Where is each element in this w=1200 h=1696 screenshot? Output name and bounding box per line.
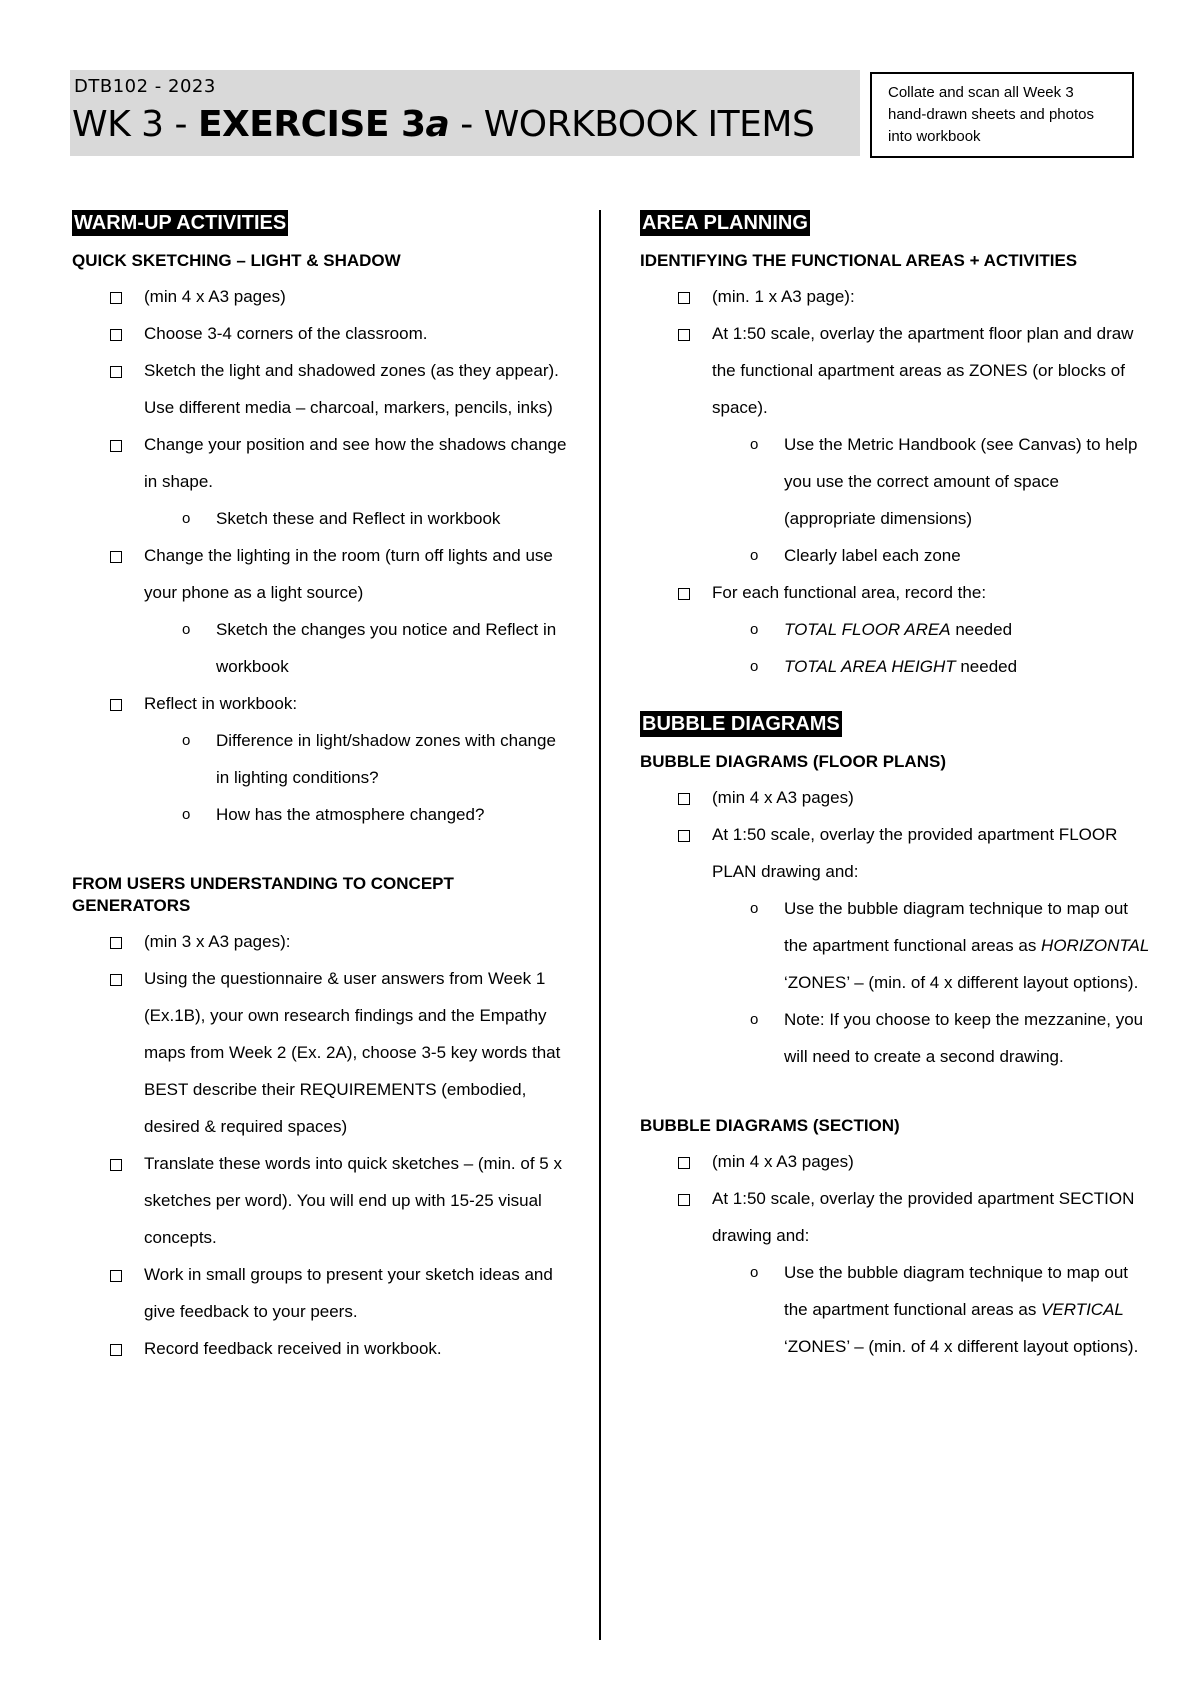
- left-column: [72, 210, 572, 1367]
- list-item: At 1:50 scale, overlay the provided apartment FLOOR PLAN drawing and: o Use the bubble diagram technique to map out the apartment functional areas as HORIZONTAL ‘ZONES’ – (min. of 4 x different layout options). o Note: If you choose to keep the mezzanine, you will need to create a second drawing.: [678, 816, 1150, 1075]
- column-divider: [599, 210, 601, 1640]
- sub-item: o Use the Metric Handbook (see Canvas) to help you use the correct amount of space (appropriate dimensions): [750, 426, 1150, 537]
- list-item: Change your position and see how the shadows change in shape. o Sketch these and Reflect in workbook: [110, 426, 572, 537]
- sub-item: o How has the atmosphere changed?: [182, 796, 572, 833]
- sub-item: o Sketch the changes you notice and Reflect in workbook: [182, 611, 572, 685]
- sub-item: o TOTAL AREA HEIGHT needed: [750, 648, 1150, 685]
- area-subheading: IDENTIFYING THE FUNCTIONAL AREAS + ACTIVITIES: [640, 251, 1078, 270]
- plans-subheading: BUBBLE DIAGRAMS (FLOOR PLANS): [640, 752, 946, 771]
- page-title: [72, 104, 814, 145]
- list-item: (min 4 x A3 pages): [678, 1143, 1150, 1180]
- list-item: Work in small groups to present your sketch ideas and give feedback to your peers.: [110, 1256, 572, 1330]
- sub-item: o Note: If you choose to keep the mezzanine, you will need to create a second drawing.: [750, 1001, 1150, 1075]
- list-item: Using the questionnaire & user answers from Week 1 (Ex.1B), your own research findings and the Empathy maps from Week 2 (Ex. 2A), choose 3-5 key words that BEST describe their REQUIREMENTS (embodied, desired & required spaces): [110, 960, 572, 1145]
- list-item: (min 3 x A3 pages):: [110, 923, 572, 960]
- course-code: DTB102 - 2023: [74, 76, 216, 97]
- section-subheading: BUBBLE DIAGRAMS (SECTION): [640, 1116, 900, 1135]
- sub-item: o Use the bubble diagram technique to map out the apartment functional areas as HORIZONTAL ‘ZONES’ – (min. of 4 x different layout options).: [750, 890, 1150, 1001]
- sub-item: o Sketch these and Reflect in workbook: [182, 500, 572, 537]
- title-exercise: EXERCISE 3a: [197, 104, 450, 145]
- list-item: At 1:50 scale, overlay the provided apartment SECTION drawing and: o Use the bubble diagram technique to map out the apartment functional areas as VERTICAL ‘ZONES’ – (min. of 4 x different layout options).: [678, 1180, 1150, 1365]
- sketching-subheading: QUICK SKETCHING – LIGHT & SHADOW: [72, 251, 401, 270]
- area-heading: AREA PLANNING: [642, 212, 808, 234]
- concept-list: [110, 923, 572, 1367]
- title-suffix: - WORKBOOK ITEMS: [449, 104, 815, 145]
- warmup-heading: WARM-UP ACTIVITIES: [74, 212, 287, 234]
- sub-item: o Use the bubble diagram technique to map out the apartment functional areas as VERTICAL ‘ZONES’ – (min. of 4 x different layout options).: [750, 1254, 1150, 1365]
- list-item: (min 4 x A3 pages): [110, 278, 572, 315]
- area-list: [678, 278, 1150, 685]
- note-box: Collate and scan all Week 3 hand-drawn sheets and photos into workbook: [870, 72, 1134, 158]
- title-prefix: WK 3 -: [72, 104, 198, 145]
- sub-item: o Clearly label each zone: [750, 537, 1150, 574]
- list-item: Choose 3-4 corners of the classroom.: [110, 315, 572, 352]
- bubble-heading: BUBBLE DIAGRAMS: [642, 713, 840, 735]
- list-item: Reflect in workbook: o Difference in light/shadow zones with change in lighting conditions? o How has the atmosphere changed?: [110, 685, 572, 833]
- list-item: Translate these words into quick sketches – (min. of 5 x sketches per word). You will end up with 15-25 visual concepts.: [110, 1145, 572, 1256]
- sub-item: o Difference in light/shadow zones with change in lighting conditions?: [182, 722, 572, 796]
- plans-list: [678, 779, 1150, 1075]
- list-item: (min 4 x A3 pages): [678, 779, 1150, 816]
- section-list: [678, 1143, 1150, 1365]
- list-item: For each functional area, record the: o TOTAL FLOOR AREA needed o TOTAL AREA HEIGHT needed: [678, 574, 1150, 685]
- list-item: At 1:50 scale, overlay the apartment floor plan and draw the functional apartment areas as ZONES (or blocks of space). o Use the Metric Handbook (see Canvas) to help you use the correct amount of space (appropriate dimensions) o Clearly label each zone: [678, 315, 1150, 574]
- list-item: (min. 1 x A3 page):: [678, 278, 1150, 315]
- concept-subheading: FROM USERS UNDERSTANDING TO CONCEPT GENERATORS: [72, 874, 454, 915]
- list-item: Change the lighting in the room (turn off lights and use your phone as a light source) o Sketch the changes you notice and Reflect in workbook: [110, 537, 572, 685]
- list-item: Record feedback received in workbook.: [110, 1330, 572, 1367]
- sub-item: o TOTAL FLOOR AREA needed: [750, 611, 1150, 648]
- list-item: Sketch the light and shadowed zones (as they appear). Use different media – charcoal, markers, pencils, inks): [110, 352, 572, 426]
- right-column: [640, 210, 1150, 1365]
- sketching-list: [110, 278, 572, 833]
